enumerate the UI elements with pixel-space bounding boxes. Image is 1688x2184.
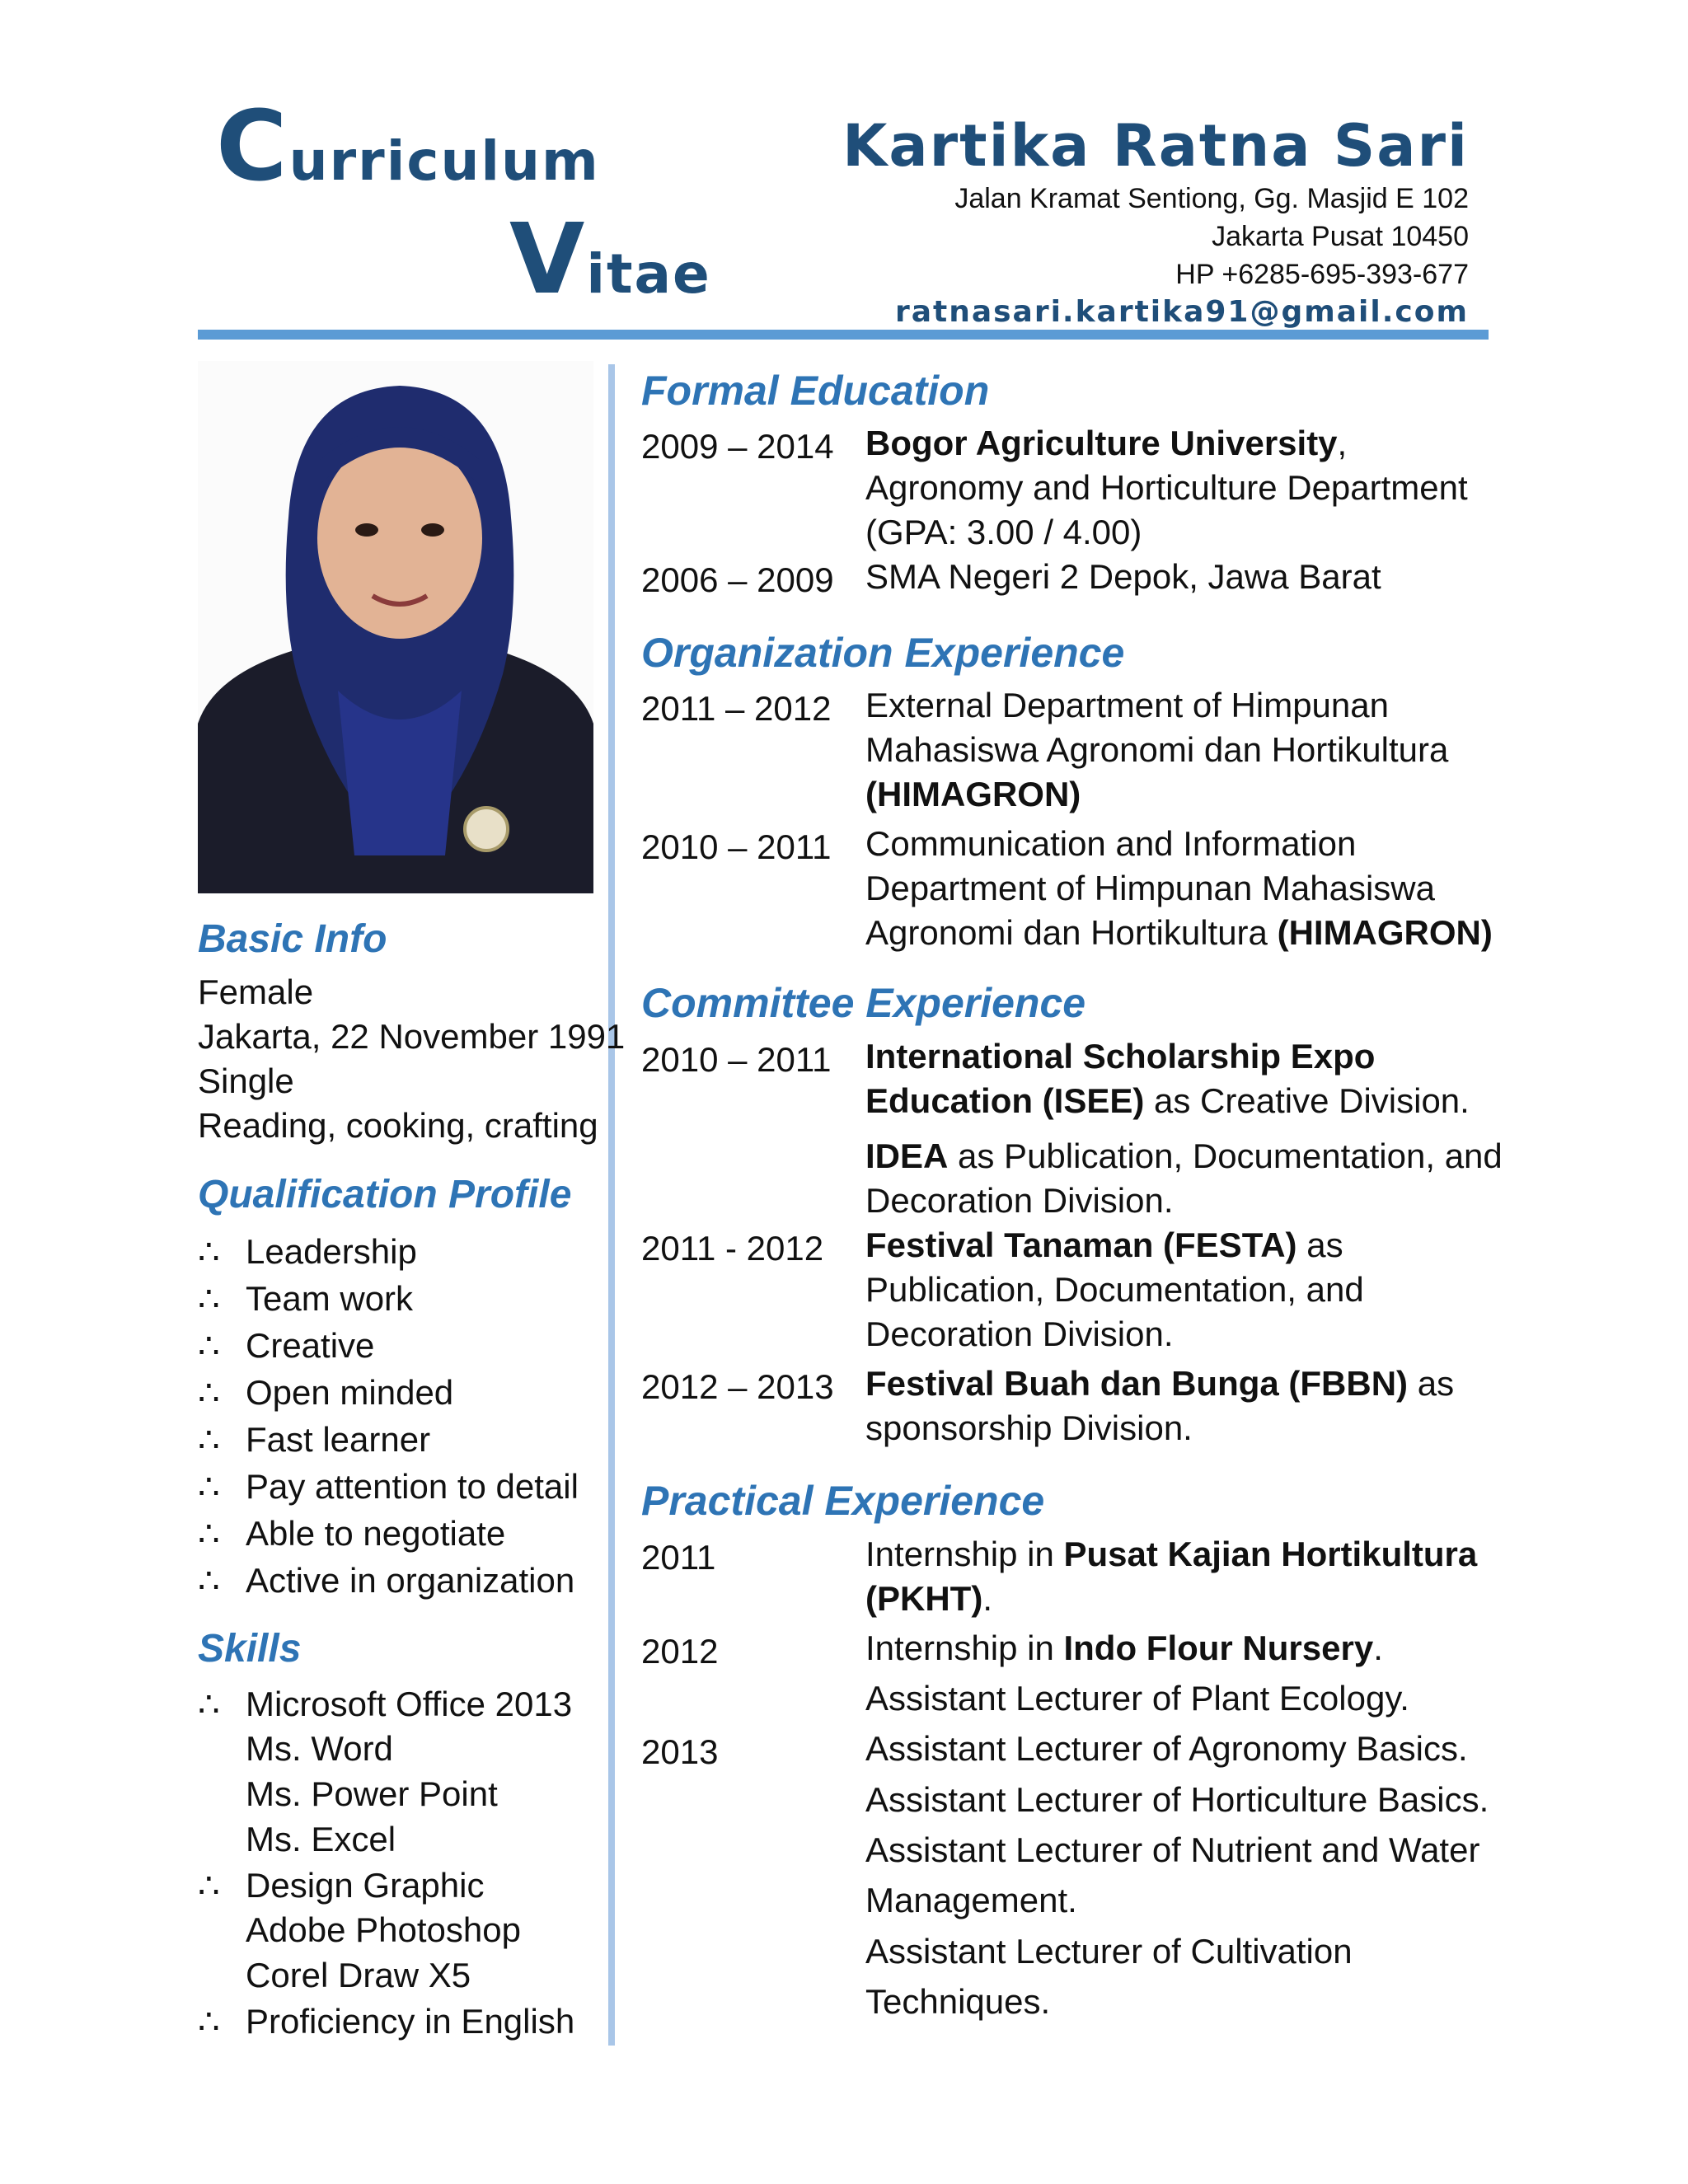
organization-detail: Communication and Information Department of Himpunan Mahasiswa Agronomi dan Hortikultura (HIMAGRON) [865, 824, 1493, 952]
committee-years: 2012 – 2013 [641, 1367, 834, 1406]
phone-number: HP +6285-695-393-677 [1175, 259, 1469, 290]
committee-detail: International Scholarship Expo Education (ISEE) as Creative Division. [865, 1037, 1470, 1120]
qualification-item: ∴ Active in organization [198, 1561, 575, 1600]
education-detail: SMA Negeri 2 Depok, Jawa Barat [865, 557, 1381, 596]
basic-info-hobbies: Reading, cooking, crafting [198, 1106, 598, 1145]
practical-detail: Techniques. [865, 1982, 1051, 2021]
title-vitae: Vitae [509, 202, 711, 316]
skill-subitem: Ms. Power Point [246, 1774, 498, 1813]
practical-detail: Management. [865, 1881, 1077, 1919]
basic-info-heading: Basic Info [198, 917, 387, 961]
skill-item: ∴ Proficiency in English [198, 2002, 575, 2041]
qualification-item: ∴ Fast learner [198, 1420, 431, 1459]
qualification-item: ∴ Open minded [198, 1373, 454, 1412]
practical-heading: Practical Experience [641, 1478, 1045, 1524]
skill-item: ∴ Design Graphic [198, 1866, 485, 1905]
address-line-1: Jalan Kramat Sentiong, Gg. Masjid E 102 [954, 183, 1469, 214]
practical-detail: Assistant Lecturer of Cultivation [865, 1932, 1353, 1971]
committee-years: 2010 – 2011 [641, 1040, 832, 1079]
qualification-heading: Qualification Profile [198, 1173, 572, 1216]
column-divider [608, 364, 615, 2046]
education-years: 2009 – 2014 [641, 427, 834, 466]
skill-subitem: Corel Draw X5 [246, 1956, 471, 1994]
basic-info-birth: Jakarta, 22 November 1991 [198, 1017, 626, 1056]
skill-subitem: Ms. Excel [246, 1820, 396, 1858]
skill-subitem: Ms. Word [246, 1729, 393, 1768]
portrait-illustration [198, 361, 593, 893]
qualification-item: ∴ Able to negotiate [198, 1514, 506, 1553]
practical-detail: Assistant Lecturer of Nutrient and Water [865, 1830, 1480, 1869]
practical-year: 2012 [641, 1632, 719, 1671]
qualification-item: ∴ Pay attention to detail [198, 1467, 579, 1506]
organization-detail: External Department of Himpunan Mahasiswa Agronomi dan Hortikultura (HIMAGRON) [865, 686, 1449, 813]
organization-heading: Organization Experience [641, 630, 1125, 676]
practical-detail: Assistant Lecturer of Plant Ecology. [865, 1679, 1409, 1718]
qualification-item: ∴ Leadership [198, 1232, 417, 1271]
address-line-2: Jakarta Pusat 10450 [1212, 221, 1469, 252]
skill-item: ∴ Microsoft Office 2013 [198, 1685, 573, 1723]
committee-detail: Festival Tanaman (FESTA) as Publication, Documentation, and Decoration Division. [865, 1226, 1364, 1353]
qualification-item: ∴ Creative [198, 1326, 375, 1365]
organization-years: 2011 – 2012 [641, 689, 832, 728]
header-rule [198, 330, 1489, 340]
email-address: ratnasari.kartika91@gmail.com [894, 295, 1469, 329]
practical-detail: Assistant Lecturer of Horticulture Basics. [865, 1780, 1489, 1819]
committee-detail: Festival Buah dan Bunga (FBBN) as sponsorship Division. [865, 1364, 1455, 1447]
practical-year: 2011 [641, 1538, 716, 1577]
committee-years: 2011 - 2012 [641, 1229, 824, 1268]
basic-info-status: Single [198, 1062, 294, 1100]
skills-heading: Skills [198, 1627, 302, 1671]
qualification-item: ∴ Team work [198, 1279, 414, 1318]
skill-subitem: Adobe Photoshop [246, 1910, 521, 1949]
committee-detail: IDEA as Publication, Documentation, and Decoration Division. [865, 1137, 1503, 1220]
formal-education-heading: Formal Education [641, 368, 990, 414]
practical-detail: Internship in Pusat Kajian Hortikultura (PKHT). [865, 1535, 1478, 1618]
education-years: 2006 – 2009 [641, 560, 834, 599]
education-detail: Bogor Agriculture University, Agronomy and Horticulture Department (GPA: 3.00 / 4.00) [865, 424, 1468, 551]
profile-photo [198, 361, 593, 893]
candidate-name: Kartika Ratna Sari [842, 112, 1469, 180]
practical-detail: Assistant Lecturer of Agronomy Basics. [865, 1729, 1468, 1768]
practical-year: 2013 [641, 1732, 719, 1771]
committee-heading: Committee Experience [641, 980, 1086, 1026]
title-curriculum: Curriculum [216, 89, 600, 203]
organization-years: 2010 – 2011 [641, 827, 832, 866]
practical-detail: Internship in Indo Flour Nursery. [865, 1629, 1383, 1667]
basic-info-gender: Female [198, 972, 314, 1011]
